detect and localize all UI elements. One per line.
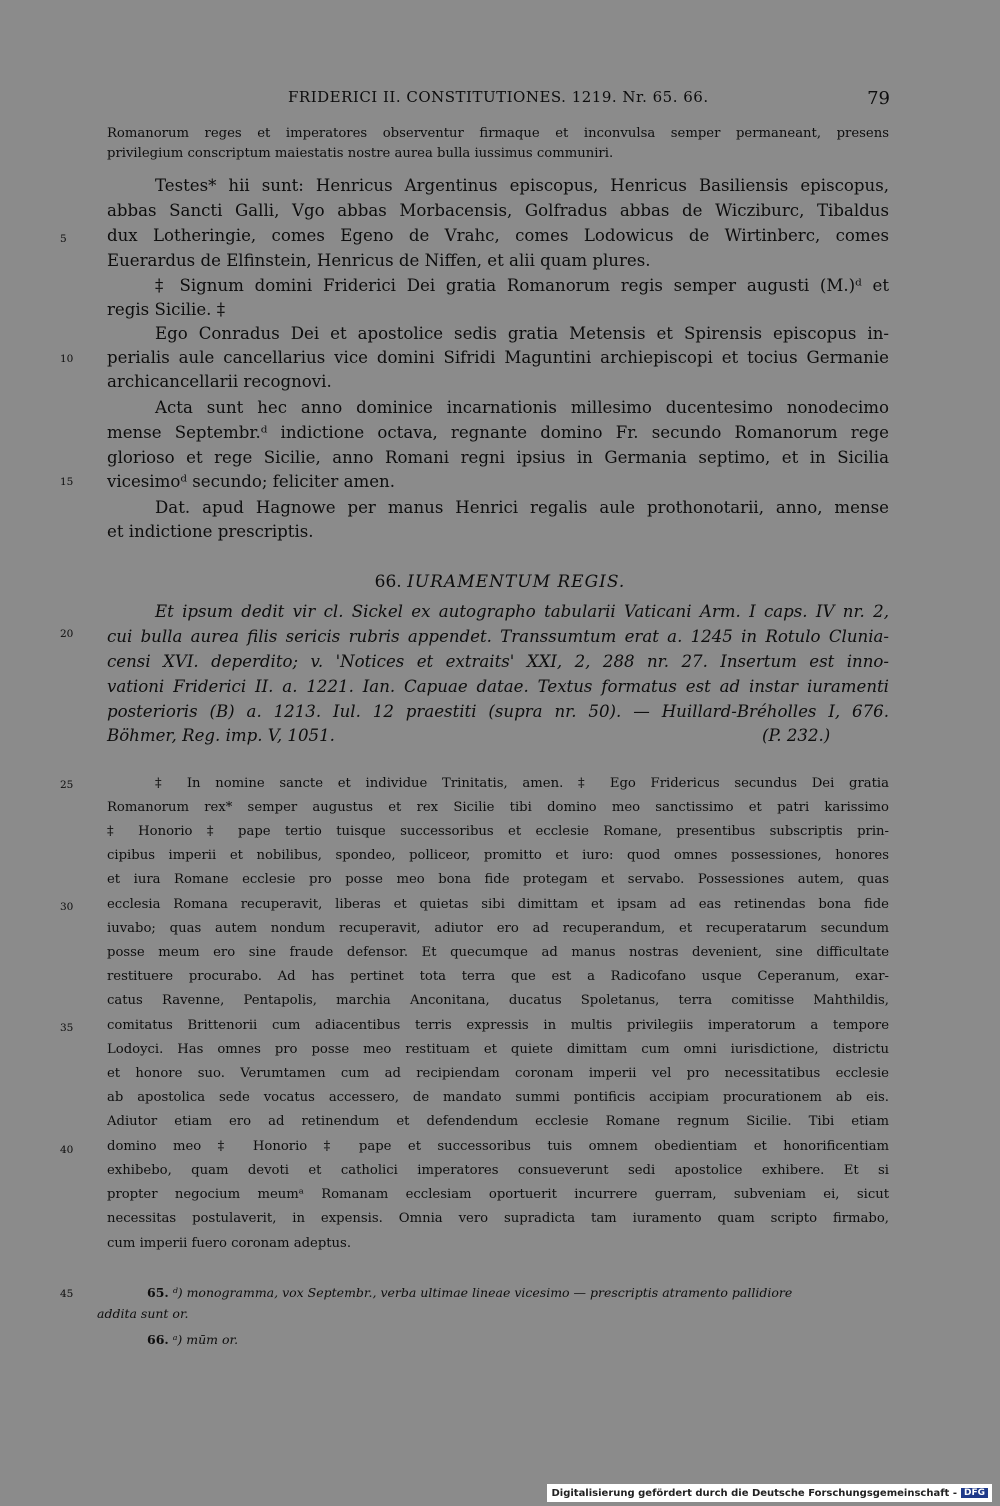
- line-number: 15: [60, 476, 74, 488]
- line-number: 20: [60, 628, 74, 640]
- text-line: Romanorum reges et imperatores observentur firmaque et inconvulsa semper permaneant, presens: [107, 126, 889, 141]
- text-line: ‡ In nomine sancte et individue Trinitatis, amen. ‡ Ego Fridericus secundus Dei gratia: [155, 776, 889, 791]
- section-heading: [0, 572, 1000, 592]
- text-line: cui bulla aurea filis sericis rubris appendet. Transsumtum erat a. 1245 in Rotulo Clunia-: [107, 627, 889, 646]
- line-number: 35: [60, 1022, 74, 1034]
- footnote-text: ᵈ) monogramma, vox Septembr., verba ultimae lineae vicesimo — prescriptis atramento pallidiore: [172, 1285, 793, 1300]
- text-line: Romanorum rex* semper augustus et rex Sicilie tibi domino meo sanctissimo et patri karissimo: [107, 800, 889, 815]
- text-line: et honore suo. Verumtamen cum ad recipiendam coronam imperii vel pro necessitatibus ecclesie: [107, 1066, 889, 1081]
- footnote-65-cont: addita sunt or.: [97, 1306, 189, 1321]
- text-line: propter negocium meumᵃ Romanam ecclesiam oportuerit incurrere guerram, subveniam ei, sicut: [107, 1187, 889, 1202]
- preface-reference: (P. 232.): [762, 726, 831, 745]
- text-line: vationi Friderici II. a. 1221. Ian. Capuae datae. Textus formatus est ad instar iuramenti: [107, 677, 889, 696]
- footnote-66: [97, 1332, 929, 1347]
- text-line: exhibebo, quam devoti et catholici imperatores consueverunt sedi apostolice exhibere. Et si: [107, 1163, 889, 1178]
- digitization-footer: [547, 1484, 992, 1502]
- line-number: 40: [60, 1144, 74, 1156]
- text-line: ecclesia Romana recuperavit, liberas et quietas sibi dimittam et ipsam ad eas retinendas bona fide: [107, 897, 889, 912]
- line-number: 25: [60, 779, 74, 791]
- line-number: 10: [60, 353, 74, 365]
- heading-number: 66.: [374, 572, 402, 592]
- text-line: catus Ravenne, Pentapolis, marchia Anconitana, ducatus Spoletanus, terra comitisse Mahthildis,: [107, 993, 889, 1008]
- footnote-label: 66.: [147, 1332, 169, 1347]
- text-line: Acta sunt hec anno dominice incarnationis millesimo ducentesimo nonodecimo: [155, 398, 889, 417]
- text-line: mense Septembr.ᵈ indictione octava, regnante domino Fr. secundo Romanorum rege: [107, 423, 889, 442]
- text-line: archicancellarii recognovi.: [107, 372, 332, 391]
- text-line: posse meum ero sine fraude defensor. Et quecumque ad manus nostras devenient, sine difficultate: [107, 945, 889, 960]
- text-line: ‡ Signum domini Friderici Dei gratia Romanorum regis semper augusti (M.)ᵈ et: [155, 276, 889, 295]
- text-line: domino meo ‡ Honorio ‡ pape et successoribus tuis omnem obedientiam et honorificentiam: [107, 1139, 889, 1154]
- footnote-text: ᵃ) mūm or.: [172, 1332, 239, 1347]
- text-line: necessitas postulaverit, in expensis. Omnia vero supradicta tam iuramento quam scripto firmabo,: [107, 1211, 889, 1226]
- footnote-65: [97, 1285, 929, 1300]
- page-header: [108, 88, 890, 114]
- text-line: Euerardus de Elfinstein, Henricus de Niffen, et alii quam plures.: [107, 251, 651, 270]
- text-line: privilegium conscriptum maiestatis nostre aurea bulla iussimus communiri.: [107, 146, 614, 161]
- text-line: Et ipsum dedit vir cl. Sickel ex autographo tabularii Vaticani Arm. I caps. IV nr. 2,: [155, 602, 889, 621]
- text-line: Lodoyci. Has omnes pro posse meo restituam et quiete dimittam cum omni iurisdictione, districtu: [107, 1042, 889, 1057]
- footer-text: Digitalisierung gefördert durch die Deutsche Forschungsgemeinschaft -: [551, 1487, 957, 1499]
- text-line: cipibus imperii et nobilibus, spondeo, polliceor, promitto et iuro: quod omnes possessiones, honores: [107, 848, 889, 863]
- line-number: 45: [60, 1288, 74, 1300]
- heading-title: IURAMENTUM REGIS.: [407, 572, 626, 592]
- dfg-logo-icon: DFG: [961, 1488, 988, 1498]
- text-line: perialis aule cancellarius vice domini Sifridi Maguntini archiepiscopi et tocius Germanie: [107, 348, 889, 367]
- running-title: FRIDERICI II. CONSTITUTIONES. 1219. Nr. 65. 66.: [288, 88, 709, 106]
- text-line: restituere procurabo. Ad has pertinet tota terra que est a Radicofano usque Ceperanum, exar-: [107, 969, 889, 984]
- text-line: glorioso et rege Sicilie, anno Romani regni ipsius in Germania septimo, et in Sicilia: [107, 448, 889, 467]
- text-line: Dat. apud Hagnowe per manus Henrici regalis aule prothonotarii, anno, mense: [155, 498, 889, 517]
- text-line: vicesimoᵈ secundo; feliciter amen.: [107, 472, 396, 491]
- text-line: dux Lotheringie, comes Egeno de Vrahc, comes Lodowicus de Wirtinberc, comes: [107, 226, 889, 245]
- text-line: et indictione prescriptis.: [107, 522, 314, 541]
- text-line: Testes* hii sunt: Henricus Argentinus episcopus, Henricus Basiliensis episcopus,: [155, 176, 889, 195]
- footnote-label: 65.: [147, 1285, 169, 1300]
- text-line: Adiutor etiam ero ad retinendum et defendendum ecclesie Romane regnum Sicilie. Tibi etiam: [107, 1114, 889, 1129]
- text-line: et iura Romane ecclesie pro posse meo bona fide protegam et servabo. Possessiones autem, quas: [107, 872, 889, 887]
- text-line: iuvabo; quas autem nondum recuperavit, adiutor ero ad recuperandum, et recuperatarum secundum: [107, 921, 889, 936]
- text-line: cum imperii fuero coronam adeptus.: [107, 1236, 352, 1251]
- text-line: ab apostolica sede vocatus accessero, de mandato summi pontificis accipiam procurationem ab eis.: [107, 1090, 889, 1105]
- text-line: Böhmer, Reg. imp. V, 1051.: [107, 726, 335, 745]
- page-number: 79: [867, 88, 890, 109]
- text-line: abbas Sancti Galli, Vgo abbas Morbacensis, Golfradus abbas de Wicziburc, Tibaldus: [107, 201, 889, 220]
- line-number: 5: [60, 233, 67, 245]
- text-line: comitatus Brittenorii cum adiacentibus terris expressis in multis privilegiis imperatorum a tempore: [107, 1018, 889, 1033]
- text-line: posterioris (B) a. 1213. Iul. 12 praestiti (supra nr. 50). — Huillard-Bréholles I, 676.: [107, 702, 889, 721]
- text-line: ‡ Honorio ‡ pape tertio tuisque successoribus et ecclesie Romane, presentibus subscriptis prin-: [107, 824, 889, 839]
- text-line: censi XVI. deperdito; v. 'Notices et extraits' XXI, 2, 288 nr. 27. Insertum est inno-: [107, 652, 889, 671]
- line-number: 30: [60, 901, 74, 913]
- text-line: regis Sicilie. ‡: [107, 300, 226, 319]
- text-line: Ego Conradus Dei et apostolice sedis gratia Metensis et Spirensis episcopus in-: [155, 324, 889, 343]
